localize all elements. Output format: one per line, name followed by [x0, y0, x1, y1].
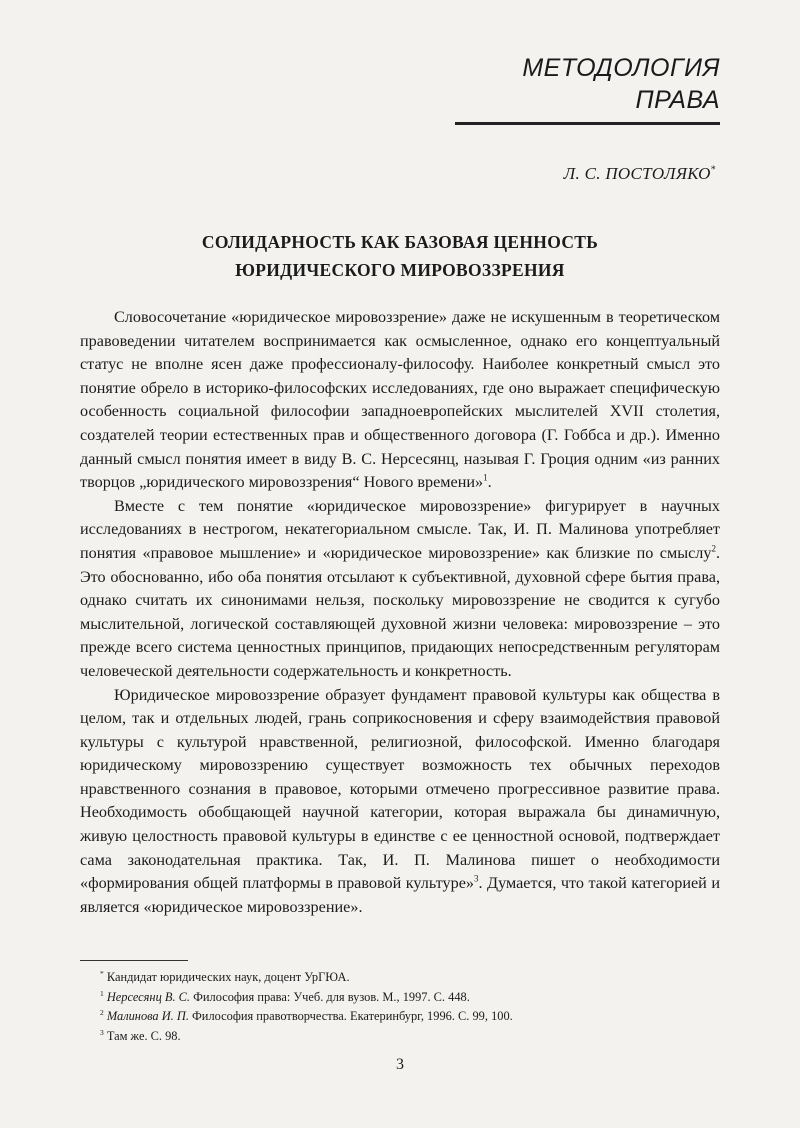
footnote-item	[80, 1005, 720, 1025]
paragraph-3-text-b: . Думается, что такой категорией и является «юридическое мировоззрение».	[80, 874, 721, 916]
footnote-item	[80, 986, 720, 1006]
section-rule	[455, 122, 720, 125]
paragraph-2	[80, 495, 720, 684]
footnote-author: Малинова И. П.	[106, 1009, 189, 1024]
footnote-author: Нерсесянц В. С.	[106, 989, 190, 1004]
paragraph-2-text-a: Вместе с тем понятие «юридическое мировоззрение» фигурирует в научных исследованиях в нестрогом, некатегориальном смысле. Так, И. П. Малинова употребляет понятия «правовое мышление» и «юридическое мировоззрение» как близкие по смыслу	[80, 496, 720, 562]
footnote-item	[80, 1025, 720, 1045]
paragraph-1	[80, 306, 720, 495]
page-number: 3	[396, 1056, 404, 1073]
footnote-rule	[80, 960, 188, 961]
footnote-mark: *	[100, 969, 104, 978]
author-name	[564, 164, 716, 184]
footnote-mark: 2	[100, 1008, 104, 1018]
footnote-text: Философия правотворчества. Екатеринбург, 1996. С. 99, 100.	[188, 1009, 513, 1024]
footnotes	[80, 966, 720, 1045]
article-title	[80, 228, 720, 284]
article-body	[80, 306, 720, 919]
paragraph-3-text-a: Юридическое мировоззрение образует фундамент правовой культуры как общества в целом, так и отдельных людей, грань соприкосновения и сферу взаимодействия правовой культуры с культурой нравственной, религиозной, философской. Именно благодаря юридическому мировоззрению существует возможность тех обычных переходов нравственного сознания в правовое, которыми отмечено прогрессивное развитие права. Необходимость обобщающей научной категории, которая выражала бы динамичную, живую целостность правовой культуры в единстве с ее ценностной основой, подтверждает сама законодательная практика. Так, И. П. Малинова пишет о необходимости «формирования общей платформы в правовой культуре»	[80, 685, 720, 893]
article-title-line-1: СОЛИДАРНОСТЬ КАК БАЗОВАЯ ЦЕННОСТЬ	[201, 232, 599, 252]
author-name-text: Л. С. ПОСТОЛЯКО	[563, 164, 711, 183]
section-title: МЕТОДОЛОГИЯ ПРАВА	[522, 54, 720, 114]
author-footnote-mark: *	[710, 164, 716, 176]
footnote-mark: 1	[100, 988, 104, 998]
paragraph-1-text: Словосочетание «юридическое мировоззрение» даже не искушенным в теоретическом правоведении читателем воспринимается как осмысленное, однако его концептуальный статус не вполне ясен даже профессионалу-философу. Наиболее конкретный смысл это понятие обрело в историко-философских исследованиях, где оно выражает специфическую особенность социальной философии западноевропейских мыслителей XVII столетия, создателей теории естественных прав и общественного договора (Г. Гоббса и др.). Именно данный смысл понятия имеет в виду В. С. Нерсесянц, называя Г. Гроция одним «из ранних творцов „юридического мировоззрения“ Нового времени»	[80, 308, 720, 492]
paragraph-1-tail: .	[487, 473, 492, 492]
article-title-line-2: ЮРИДИЧЕСКОГО МИРОВОЗЗРЕНИЯ	[235, 260, 565, 280]
footnote-text: Там же. С. 98.	[106, 1029, 181, 1043]
footnote-ref-3[interactable]: 3	[473, 873, 479, 884]
footnote-mark: 3	[100, 1027, 104, 1037]
paragraph-3	[80, 684, 720, 920]
section-header	[455, 52, 720, 125]
footnote-text: Кандидат юридических наук, доцент УрГЮА.	[106, 970, 350, 985]
footnote-item	[80, 966, 720, 986]
paragraph-2-text-b: . Это обоснованно, ибо оба понятия отсылают к субъективной, духовной сфере бытия права, однако считать их синонимами нельзя, поскольку мировоззрение не сводится к сугубо мыслительной, логической составляющей духовной жизни человека: мировоззрение – это прежде всего система ценностных принципов, придающих непосредственным регуляторам человеческой деятельности содержательность и конкретность.	[80, 543, 720, 680]
footnote-ref-1[interactable]: 1	[483, 472, 488, 483]
footnote-ref-2[interactable]: 2	[711, 543, 716, 554]
footnote-text: Философия права: Учеб. для вузов. М., 1997. С. 448.	[190, 989, 470, 1004]
